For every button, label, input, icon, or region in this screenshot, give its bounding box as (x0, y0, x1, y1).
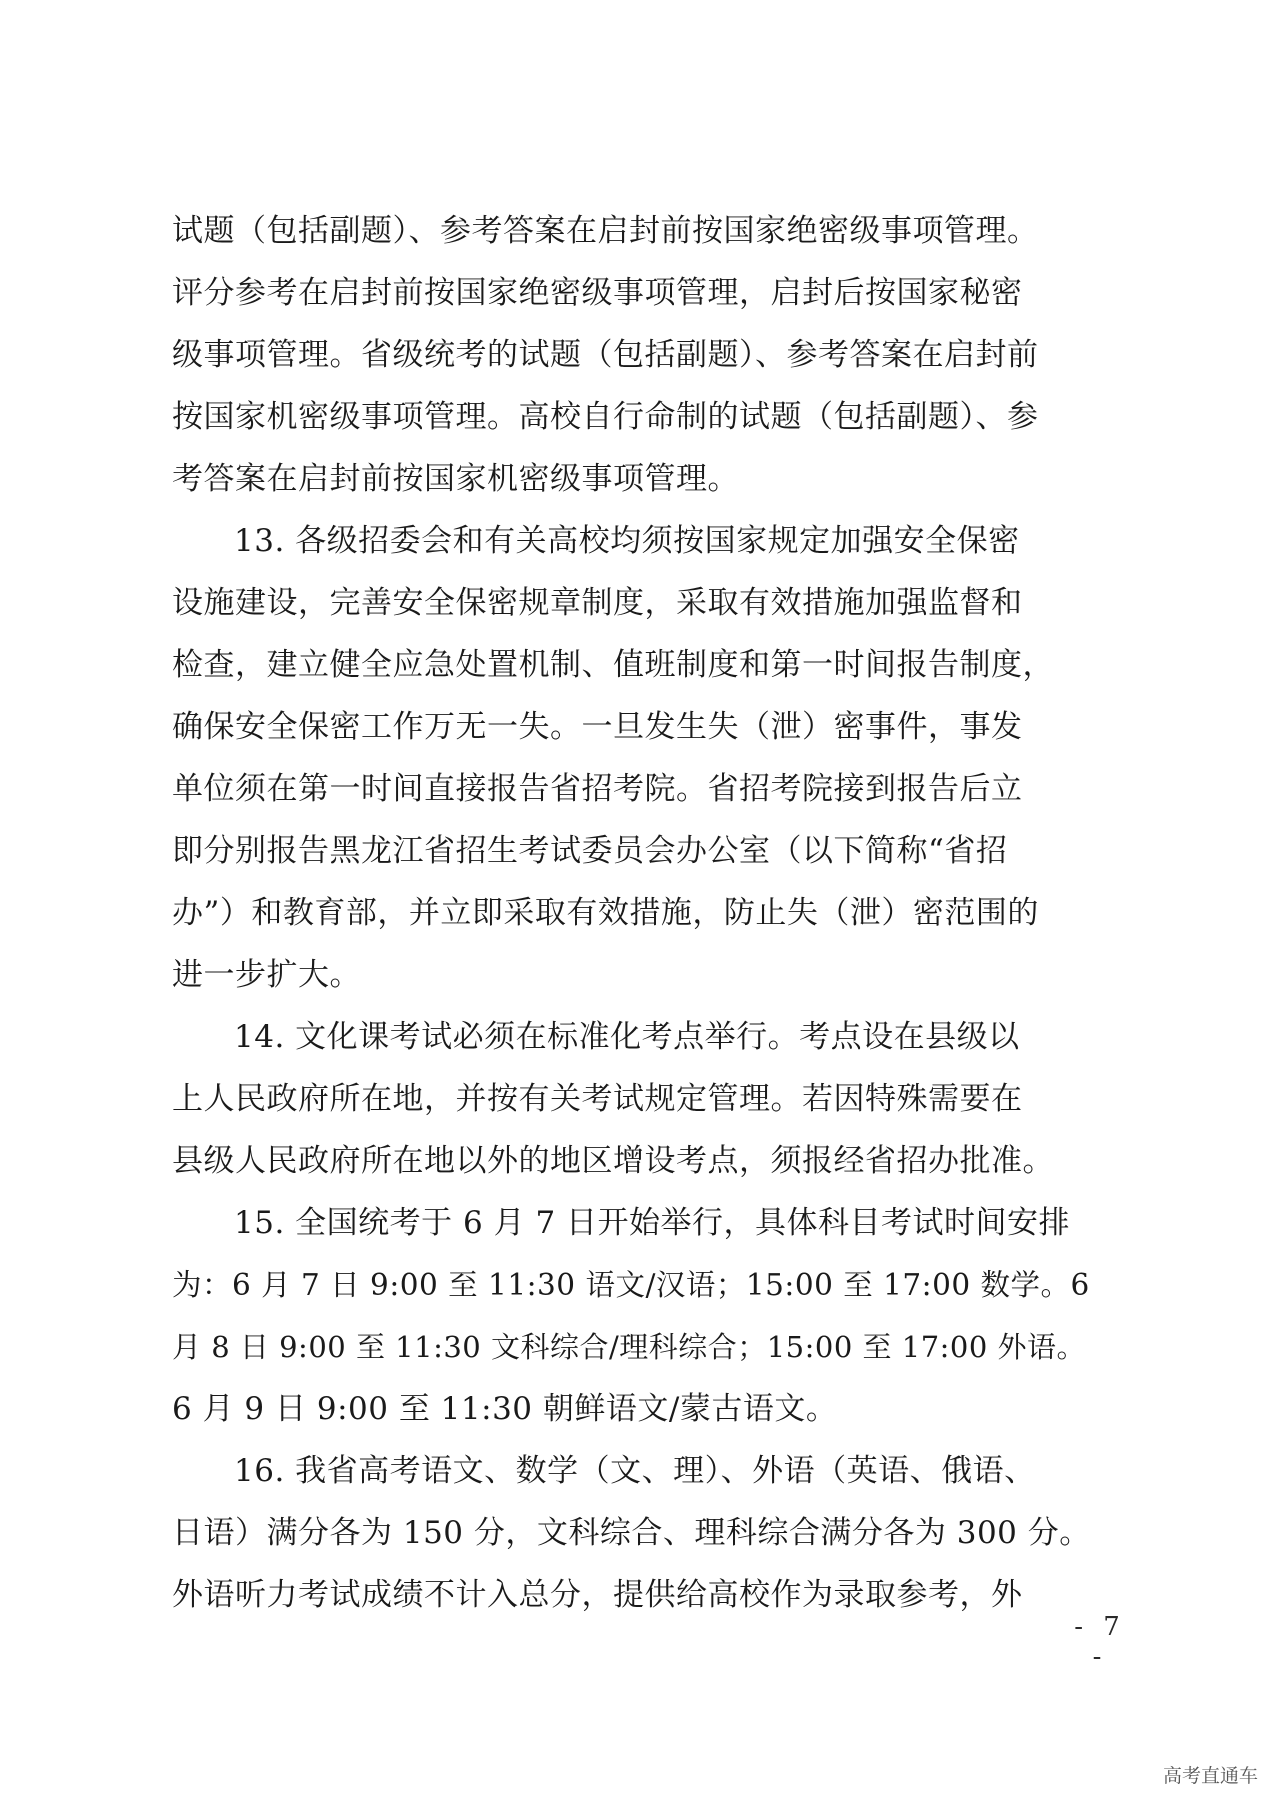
text-line: 评分参考在启封前按国家绝密级事项管理，启封后按国家秘密 (172, 275, 1023, 311)
text-line: 级事项管理。省级统考的试题（包括副题）、参考答案在启封前 (172, 337, 1039, 373)
text-line: 进一步扩大。 (172, 957, 361, 993)
text-line: 考答案在启封前按国家机密级事项管理。 (172, 461, 739, 497)
text-line: 为：6 月 7 日 9:00 至 11:30 语文/汉语；15:00 至 17:00 数学。6 (172, 1268, 1090, 1302)
text-line: 确保安全保密工作万无一失。一旦发生失（泄）密事件，事发 (172, 709, 1023, 745)
text-line: 外语听力考试成绩不计入总分，提供给高校作为录取参考，外 (172, 1577, 1023, 1613)
text-line: 按国家机密级事项管理。高校自行命制的试题（包括副题）、参 (172, 399, 1039, 435)
text-line: 上人民政府所在地，并按有关考试规定管理。若因特殊需要在 (172, 1081, 1023, 1117)
document-body (172, 200, 1092, 1626)
page-number: - 7 - (1074, 1612, 1126, 1672)
paragraph-first-line: 14. 文化课考试必须在标准化考点举行。考点设在县级以 (234, 1019, 1020, 1055)
paragraph-first-line: 15. 全国统考于 6 月 7 日开始举行，具体科目考试时间安排 (234, 1205, 1071, 1241)
text-line: 设施建设，完善安全保密规章制度，采取有效措施加强监督和 (172, 585, 1023, 621)
text-line: 办”）和教育部，并立即采取有效措施，防止失（泄）密范围的 (172, 895, 1039, 931)
text-line: 检查，建立健全应急处置机制、值班制度和第一时间报告制度， (172, 647, 1054, 683)
text-line: 单位须在第一时间直接报告省招考院。省招考院接到报告后立 (172, 771, 1023, 807)
paragraph-first-line: 16. 我省高考语文、数学（文、理）、外语（英语、俄语、 (234, 1453, 1036, 1489)
paragraph-first-line: 13. 各级招委会和有关高校均须按国家规定加强安全保密 (234, 523, 1020, 559)
text-line: 县级人民政府所在地以外的地区增设考点，须报经省招办批准。 (172, 1143, 1054, 1179)
text-line: 试题（包括副题）、参考答案在启封前按国家绝密级事项管理。 (172, 213, 1039, 249)
text-line: 月 8 日 9:00 至 11:30 文科综合/理科综合；15:00 至 17:00 外语。 (172, 1330, 1087, 1364)
watermark-text: 高考直通车 (1162, 1765, 1258, 1787)
text-line: 日语）满分各为 150 分，文科综合、理科综合满分各为 300 分。 (172, 1515, 1091, 1551)
text-line: 即分别报告黑龙江省招生考试委员会办公室（以下简称“省招 (172, 833, 1008, 869)
text-line: 6 月 9 日 9:00 至 11:30 朝鲜语文/蒙古语文。 (172, 1391, 838, 1427)
